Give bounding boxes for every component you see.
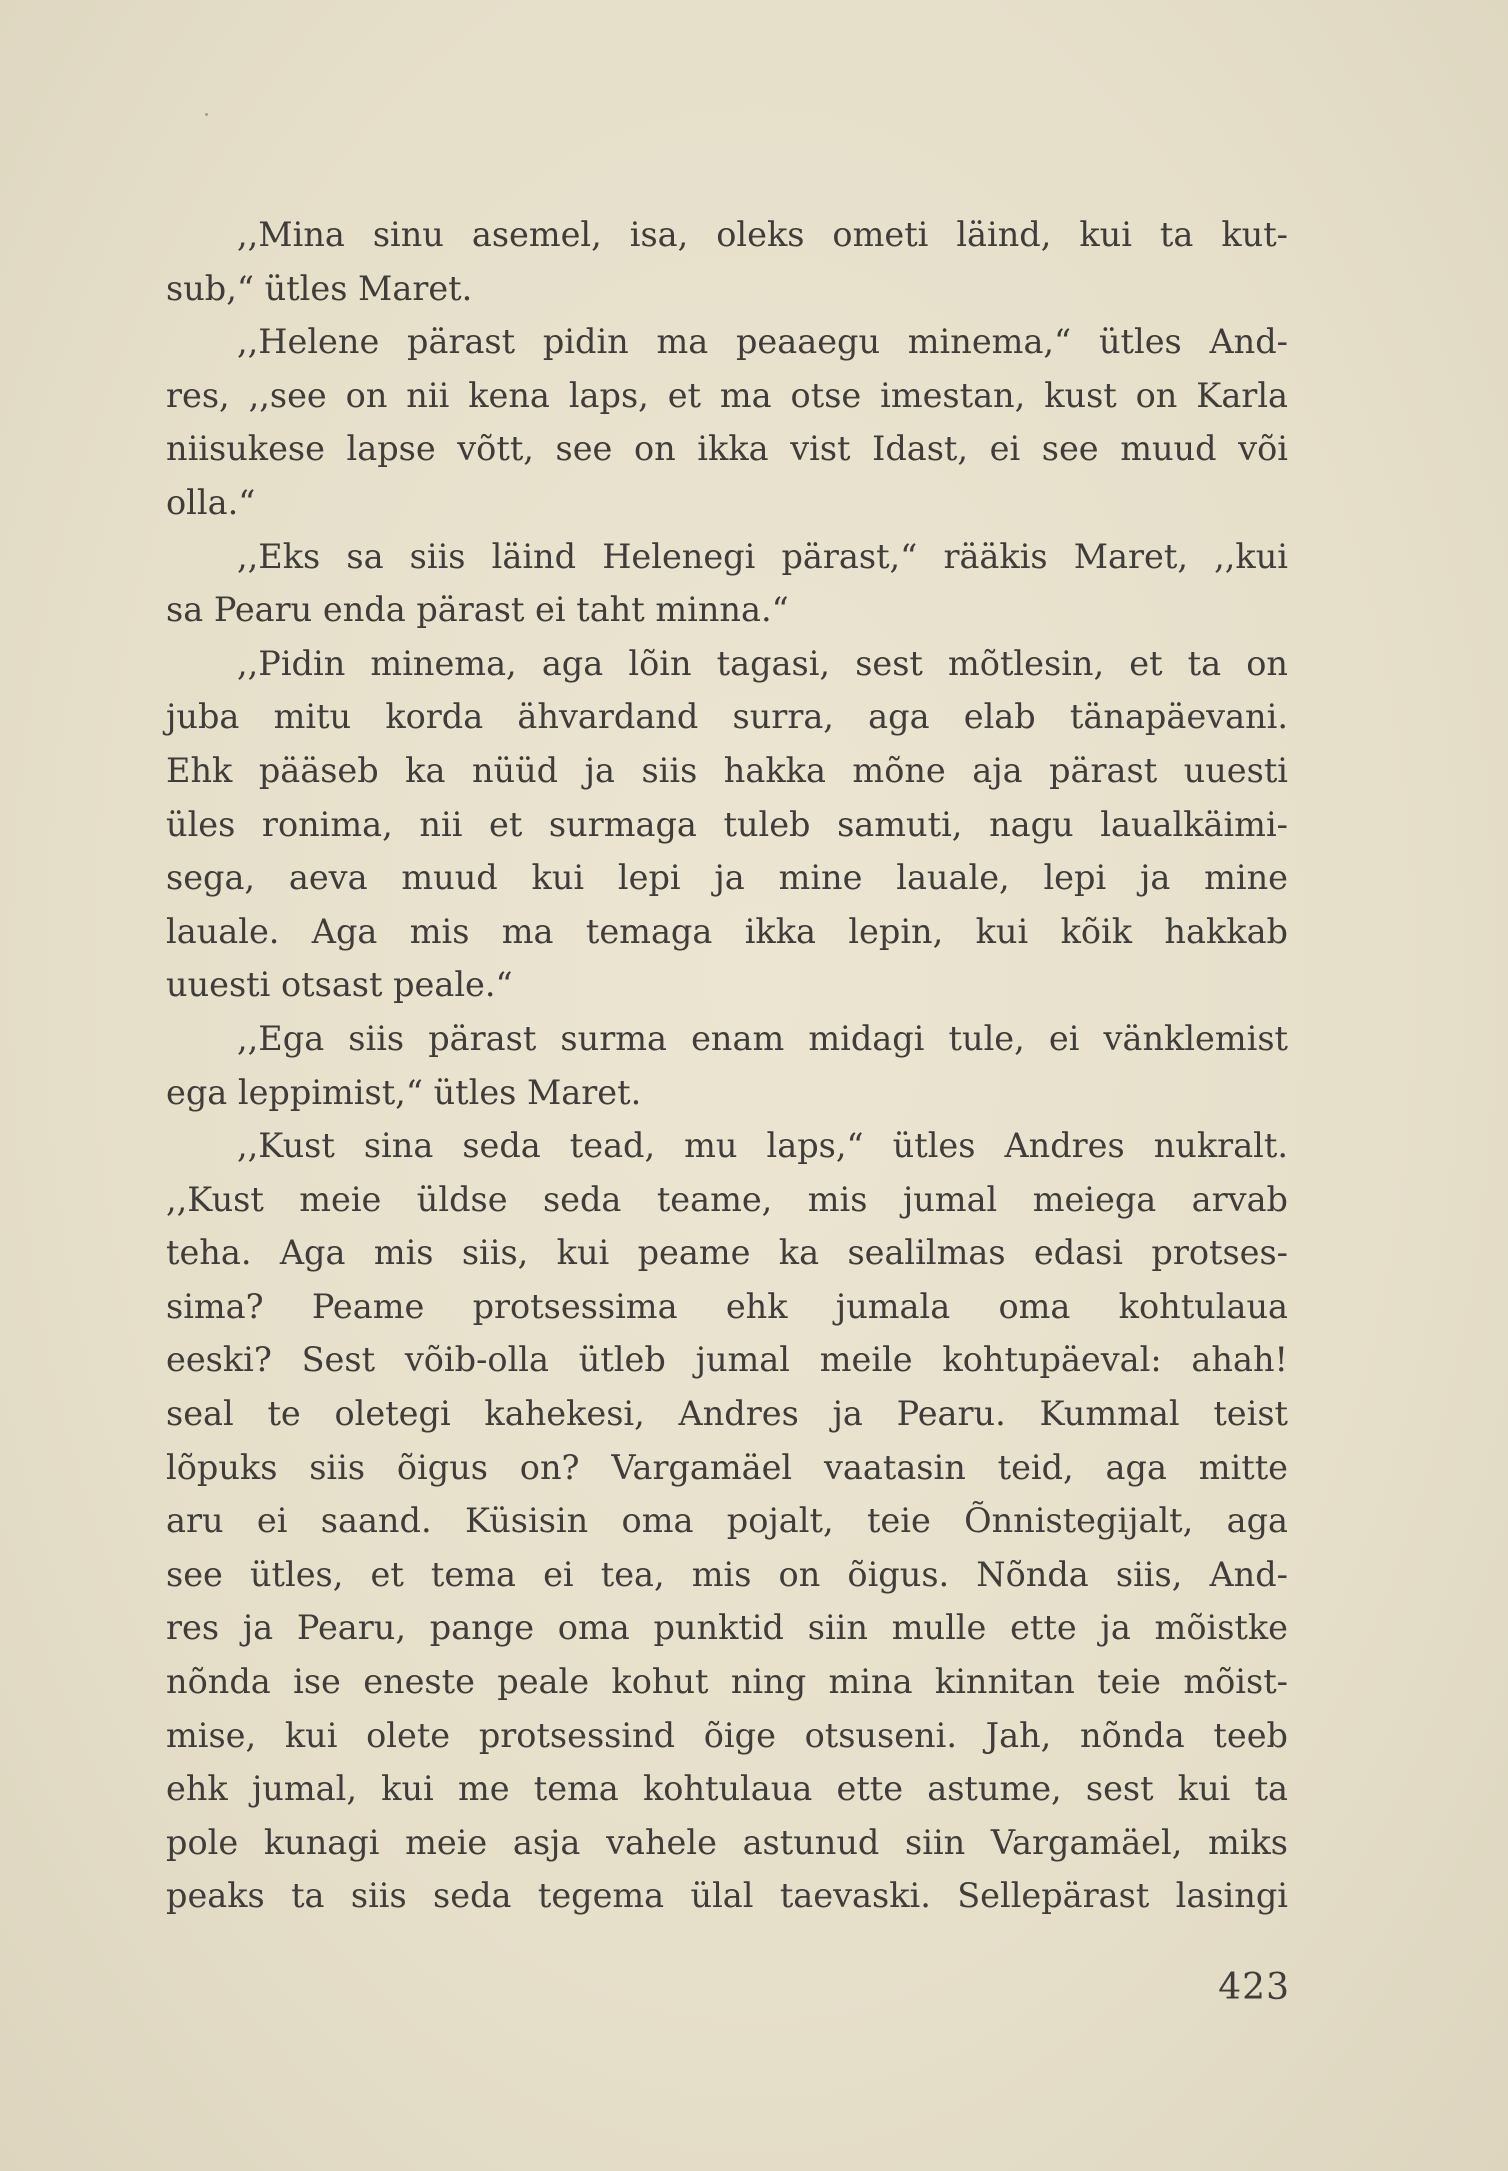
text-line: lauale. Aga mis ma temaga ikka lepin, kui kõik hakkab <box>166 911 1288 951</box>
text-line: res ja Pearu, pange oma punktid siin mulle ette ja mõistke <box>166 1608 1288 1648</box>
text-line: peaks ta siis seda tegema ülal taevaski. Sellepärast lasingi <box>166 1876 1288 1916</box>
text-line: pole kunagi meie asja vahele astunud siin Vargamäel, miks <box>166 1822 1288 1862</box>
text-line: eeski? Sest võib-olla ütleb jumal meile kohtupäeval: ahah! <box>166 1340 1288 1380</box>
text-line: ,,Kust sina seda tead, mu laps,“ ütles Andres nukralt. <box>237 1126 1288 1166</box>
text-line: see ütles, et tema ei tea, mis on õigus. Nõnda siis, And- <box>166 1554 1288 1594</box>
text-line: juba mitu korda ähvardand surra, aga elab tänapäevani. <box>166 697 1288 737</box>
page-number: 423 <box>1218 1967 1290 2008</box>
text-line: ,,Ega siis pärast surma enam midagi tule, ei vänklemist <box>237 1018 1288 1058</box>
text-line: ,,Mina sinu asemel, isa, oleks ometi läind, kui ta kut- <box>237 215 1288 254</box>
text-line: olla.“ <box>166 482 256 522</box>
text-line: ,,Pidin minema, aga lõin tagasi, sest mõtlesin, et ta on <box>237 643 1288 683</box>
text-line: uuesti otsast peale.“ <box>166 965 513 1005</box>
text-line: üles ronima, nii et surmaga tuleb samuti, nagu laualkäimi- <box>166 804 1288 844</box>
paper-speck <box>205 113 208 116</box>
text-line: sima? Peame protsessima ehk jumala oma kohtulaua <box>166 1286 1288 1326</box>
text-line: ,,Kust meie üldse seda teame, mis jumal meiega arvab <box>166 1179 1288 1219</box>
text-line: aru ei saand. Küsisin oma pojalt, teie Õnnistegijalt, aga <box>166 1501 1288 1541</box>
text-line: sa Pearu enda pärast ei taht minna.“ <box>166 590 789 630</box>
text-line: sub,“ ütles Maret. <box>166 268 473 308</box>
text-line: ega leppimist,“ ütles Maret. <box>166 1072 642 1112</box>
text-line: res, ,,see on nii kena laps, et ma otse imestan, kust on Karla <box>166 375 1288 415</box>
text-line: sega, aeva muud kui lepi ja mine lauale, lepi ja mine <box>166 858 1288 898</box>
text-line: teha. Aga mis siis, kui peame ka sealilmas edasi protses- <box>166 1233 1288 1273</box>
text-line: niisukese lapse võtt, see on ikka vist Idast, ei see muud või <box>166 429 1288 469</box>
text-line: ,,Helene pärast pidin ma peaaegu minema,“ ütles And- <box>237 322 1288 362</box>
text-line: mise, kui olete protsessind õige otsuseni. Jah, nõnda teeb <box>166 1715 1288 1755</box>
text-line: nõnda ise eneste peale kohut ning mina kinnitan teie mõist- <box>166 1662 1288 1702</box>
text-line: seal te oletegi kahekesi, Andres ja Pearu. Kummal teist <box>166 1394 1288 1434</box>
text-line: lõpuks siis õigus on? Vargamäel vaatasin teid, aga mitte <box>166 1447 1288 1487</box>
text-line: Ehk pääseb ka nüüd ja siis hakka mõne aja pärast uuesti <box>166 750 1288 790</box>
body-text <box>166 208 1288 1923</box>
text-line: ,,Eks sa siis läind Helenegi pärast,“ rääkis Maret, ,,kui <box>237 536 1288 576</box>
text-line: ehk jumal, kui me tema kohtulaua ette astume, sest kui ta <box>166 1769 1288 1809</box>
